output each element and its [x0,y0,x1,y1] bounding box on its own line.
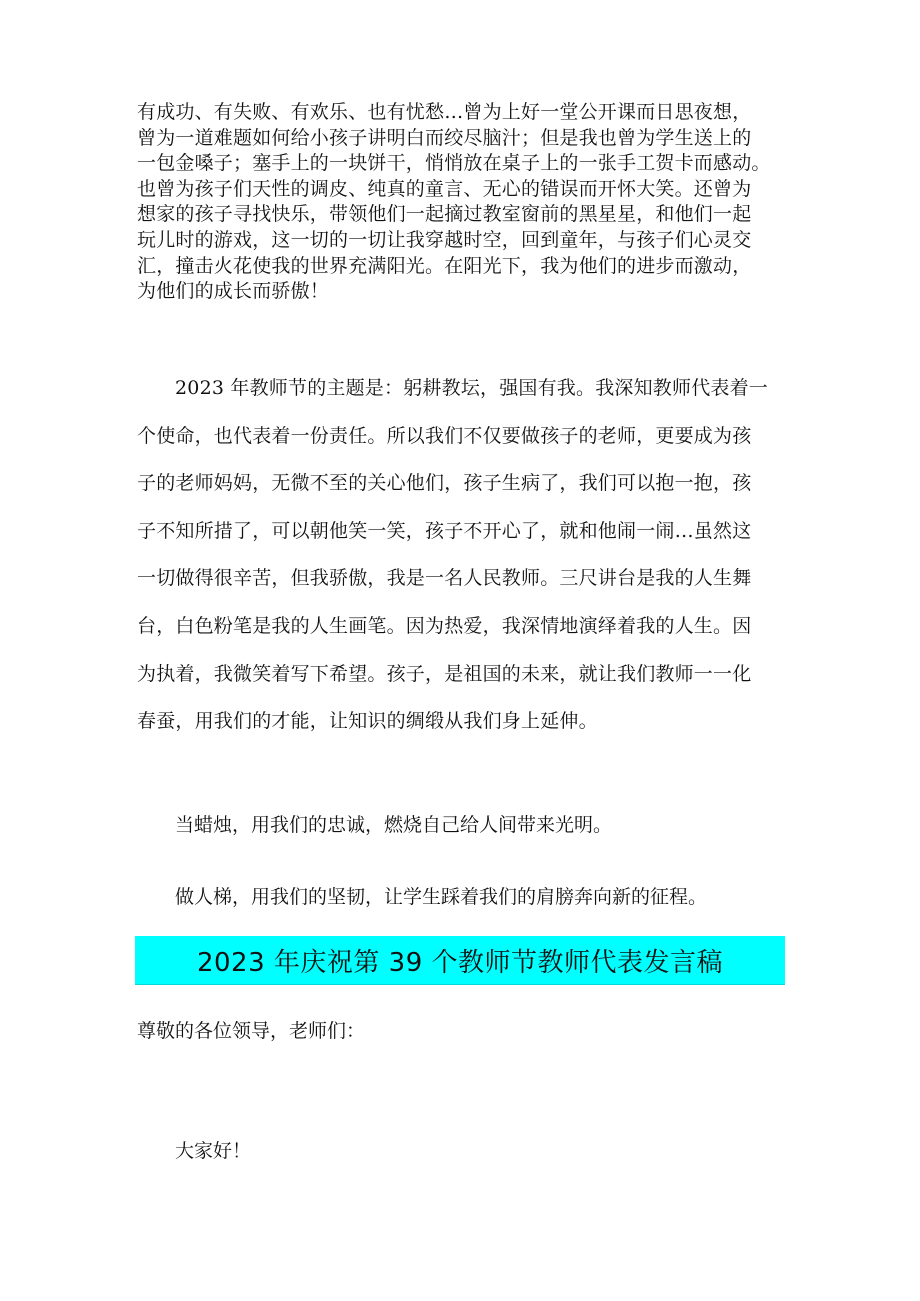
text-line: 曾为一道难题如何给小孩子讲明白而绞尽脑汁；但是我也曾为学生送上的 [137,126,752,149]
document-title: 2023 年庆祝第 39 个教师节教师代表发言稿 [196,947,724,978]
paragraph-ladder: 做人梯，用我们的坚韧，让学生踩着我们的肩膀奔向新的征程。 [175,886,708,908]
text-line: 2023 年教师节的主题是：躬耕教坛，强国有我。我深知教师代表着一 [175,377,768,399]
text-line: 春蚕，用我们的才能，让知识的绸缎从我们身上延伸。 [137,710,598,733]
text-line: 汇，撞击火花使我的世界充满阳光。在阳光下，我为他们的进步而激动， [137,254,752,277]
text-line: 为执着，我微笑着写下希望。孩子，是祖国的未来，就让我们教师一一化 [137,662,752,685]
salutation: 尊敬的各位领导，老师们： [137,1020,366,1042]
text-line: 有成功、有失败、有欢乐、也有忧愁…曾为上好一堂公开课而日思夜想， [137,101,752,123]
greeting: 大家好！ [175,1140,252,1162]
text-line: 一包金嗓子；塞手上的一块饼干，悄悄放在桌子上的一张手工贺卡而感动。 [137,152,771,175]
text-line: 个使命，也代表着一份责任。所以我们不仅要做孩子的老师，更要成为孩 [137,424,752,447]
text-line: 子不知所措了，可以朝他笑一笑，孩子不开心了，就和他闹一闹…虽然这 [137,519,752,542]
title-highlight [135,936,785,985]
text-line: 台，白色粉笔是我的人生画笔。因为热爱，我深情地演绎着我的人生。因 [137,614,752,637]
text-line: 一切做得很辛苦，但我骄傲，我是一名人民教师。三尺讲台是我的人生舞 [137,567,752,590]
paragraph-candle: 当蜡烛，用我们的忠诚，燃烧自己给人间带来光明。 [175,814,613,836]
paragraph-reflections [137,100,797,305]
text-line: 也曾为孩子们天性的调皮、纯真的童言、无心的错误而开怀大笑。还曾为 [137,177,752,200]
text-line: 为他们的成长而骄傲！ [137,280,330,303]
text-line: 玩儿时的游戏，这一切的一切让我穿越时空，回到童年，与孩子们心灵交 [137,228,752,251]
paragraph-theme [137,365,797,746]
text-line: 想家的孩子寻找快乐，带领他们一起摘过教室窗前的黑星星，和他们一起 [137,203,752,226]
text-line: 子的老师妈妈，无微不至的关心他们，孩子生病了，我们可以抱一抱，孩 [137,472,752,495]
